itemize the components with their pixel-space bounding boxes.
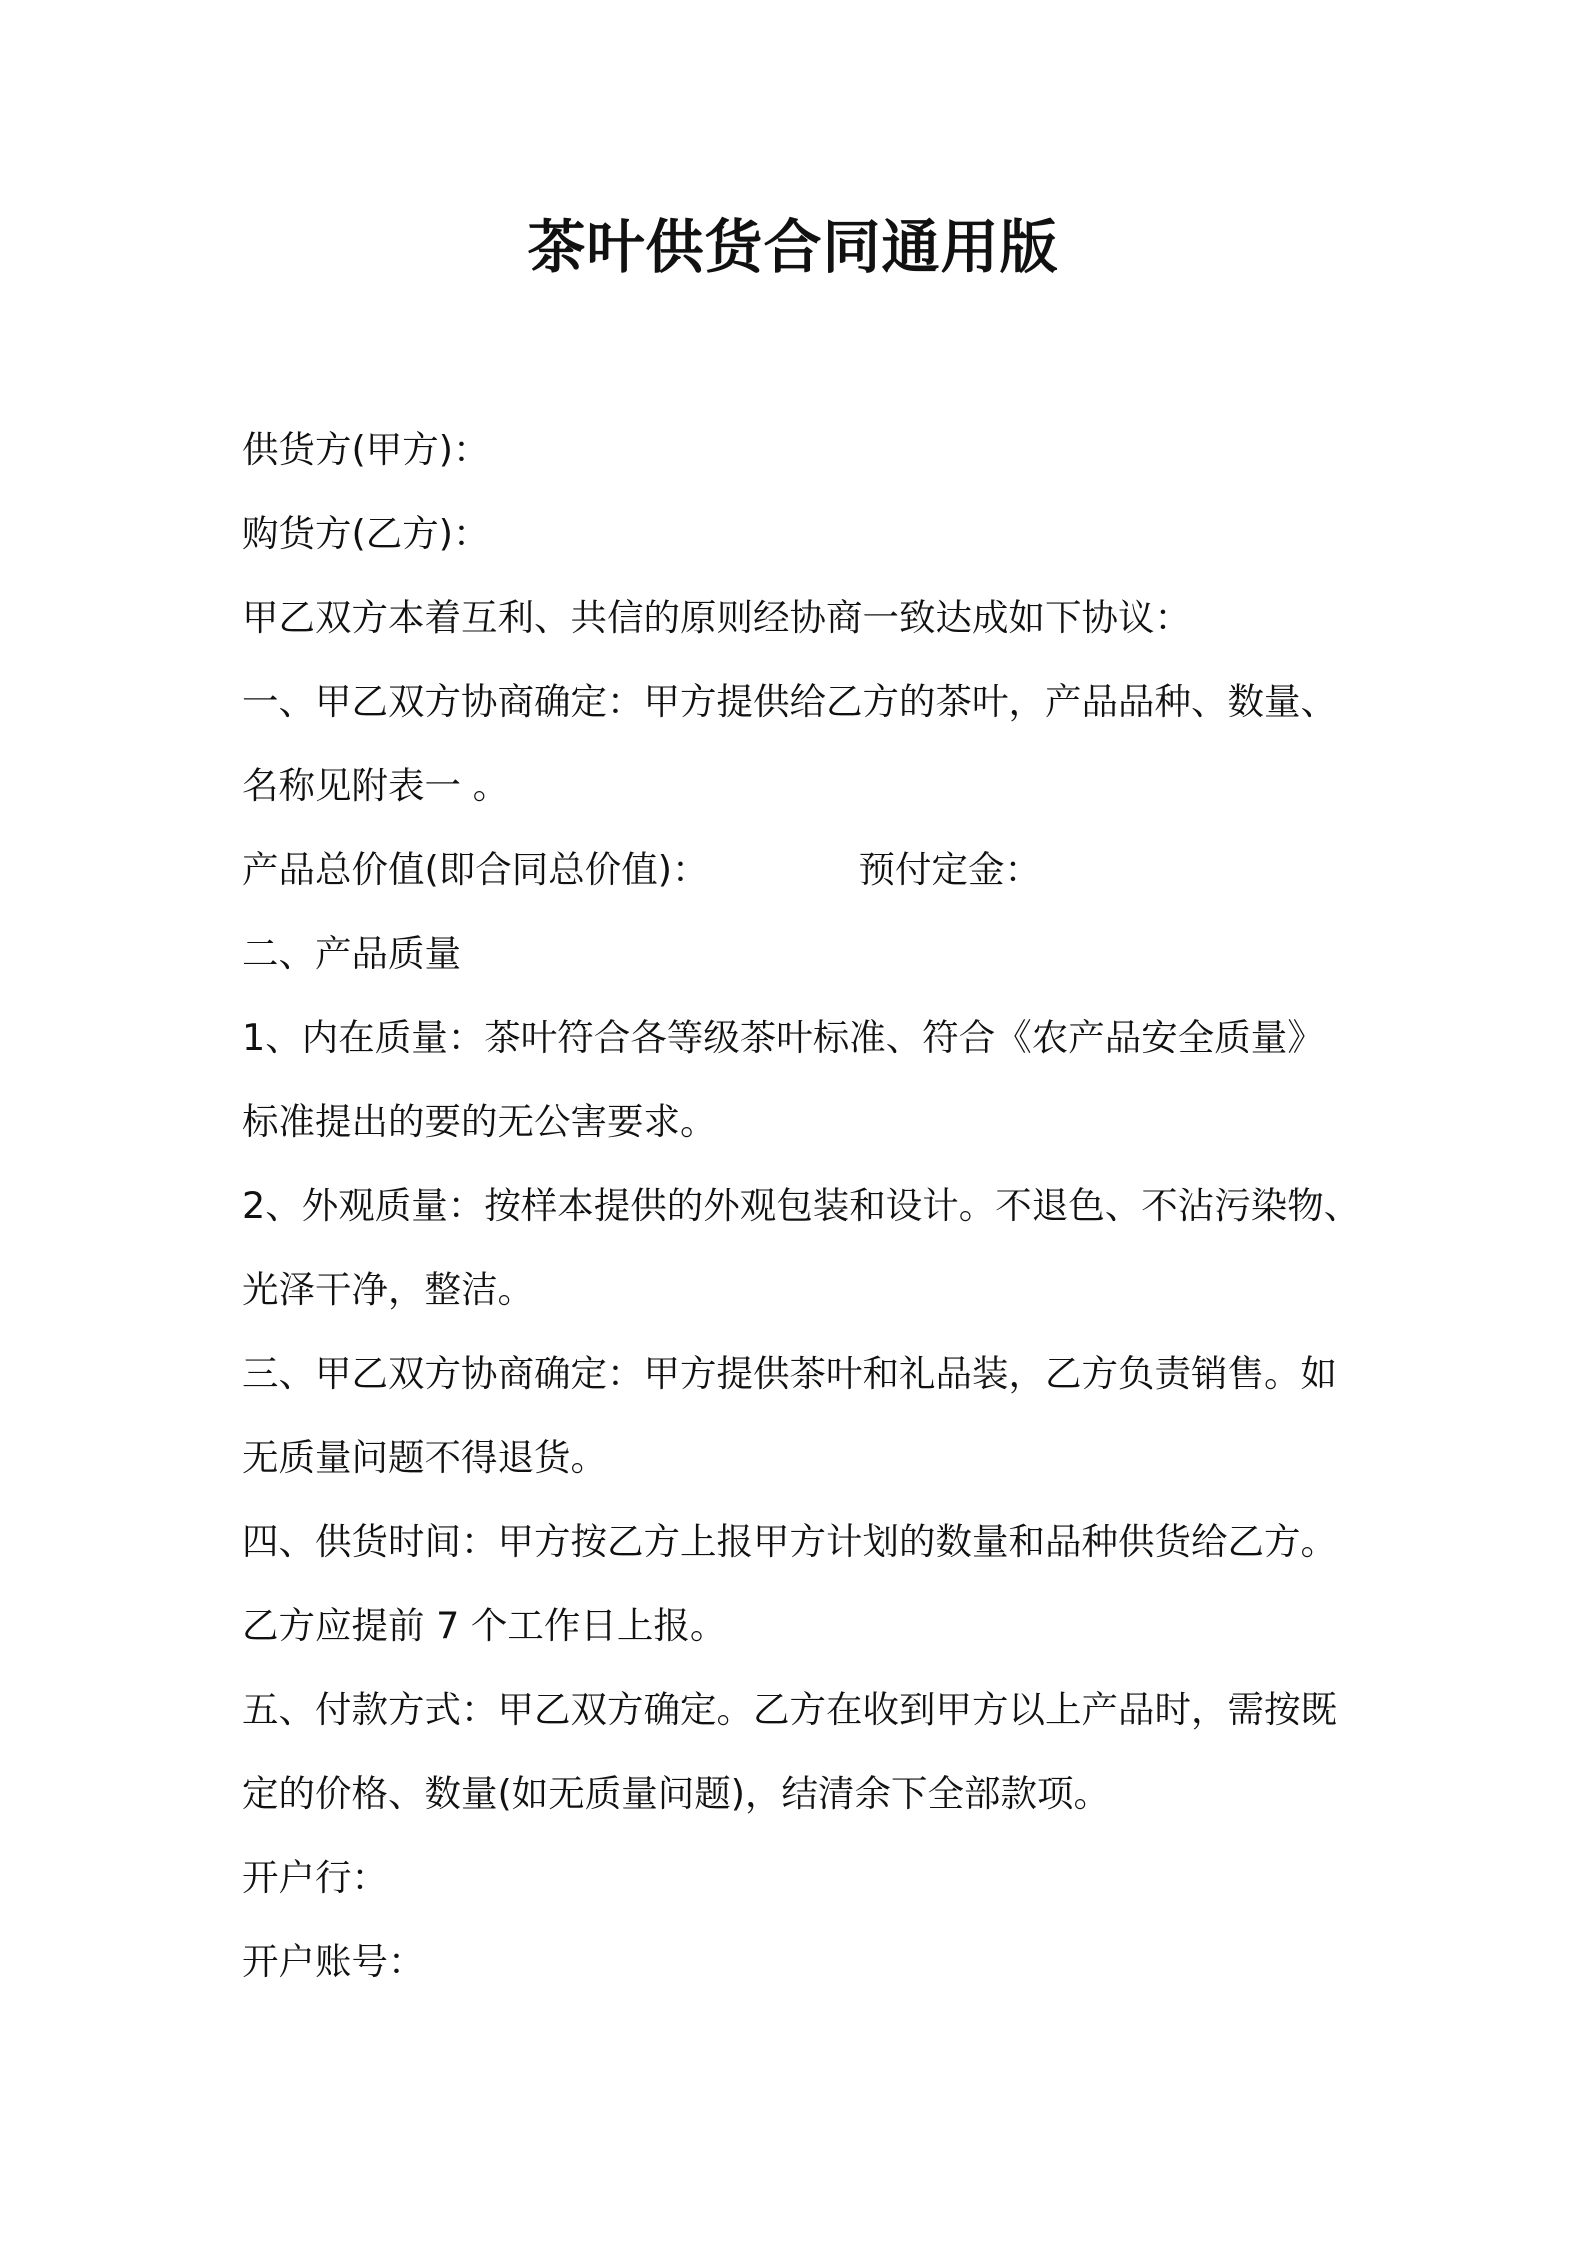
clause-1-line-1: 一、甲乙双方协商确定：甲方提供给乙方的茶叶，产品品种、数量、 — [242, 680, 1337, 723]
buyer-line: 购货方(乙方)： — [242, 512, 490, 555]
document-title: 茶叶供货合同通用版 — [527, 213, 1059, 281]
deposit-label: 预付定金： — [858, 848, 1041, 891]
clause-1-line-2: 名称见附表一 。 — [242, 764, 510, 807]
clause-2-item-1-line-2: 标准提出的要的无公害要求。 — [242, 1100, 717, 1143]
supplier-line: 供货方(甲方)： — [242, 428, 490, 471]
contract-body — [242, 408, 1392, 2004]
account-line: 开户账号： — [242, 1940, 425, 1983]
clause-2-item-2-line-1: 2、外观质量：按样本提供的外观包装和设计。不退色、不沾污染物、 — [242, 1184, 1361, 1227]
price-line — [242, 828, 1392, 912]
clause-5-line-1: 五、付款方式：甲乙双方确定。乙方在收到甲方以上产品时，需按既 — [242, 1688, 1337, 1731]
total-value-label: 产品总价值(即合同总价值)： — [242, 848, 709, 891]
clause-2-item-2-line-2: 光泽干净，整洁。 — [242, 1268, 534, 1311]
clause-2-item-1-line-1: 1、内在质量：茶叶符合各等级茶叶标准、符合《农产品安全质量》 — [242, 1016, 1324, 1059]
clause-2-heading: 二、产品质量 — [242, 932, 461, 975]
agreement-intro: 甲乙双方本着互利、共信的原则经协商一致达成如下协议： — [242, 596, 1191, 639]
clause-4-line-2: 乙方应提前 7 个工作日上报。 — [242, 1604, 727, 1647]
clause-3-line-2: 无质量问题不得退货。 — [242, 1436, 607, 1479]
clause-5-line-2: 定的价格、数量(如无质量问题)，结清余下全部款项。 — [242, 1772, 1110, 1815]
bank-line: 开户行： — [242, 1856, 388, 1899]
clause-4-line-1: 四、供货时间：甲方按乙方上报甲方计划的数量和品种供货给乙方。 — [242, 1520, 1337, 1563]
clause-3-line-1: 三、甲乙双方协商确定：甲方提供茶叶和礼品装，乙方负责销售。如 — [242, 1352, 1337, 1395]
